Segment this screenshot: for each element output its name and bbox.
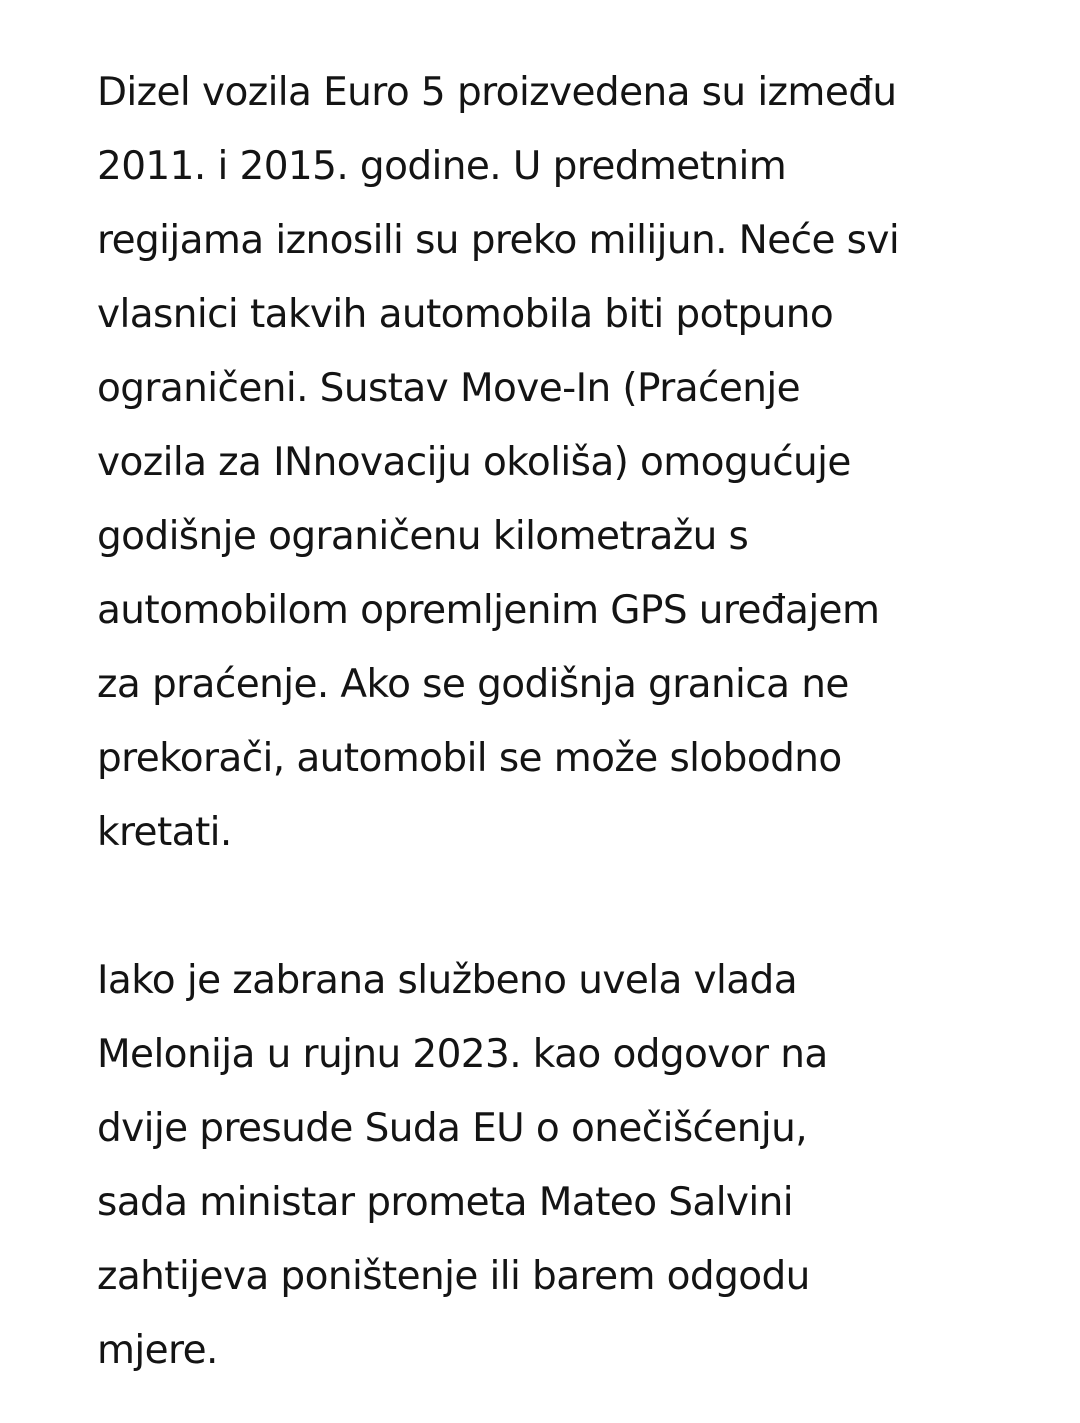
paragraph-line: Iako je zabrana službeno uvela vlada — [97, 958, 798, 1003]
paragraph-line: za praćenje. Ako se godišnja granica ne — [97, 662, 849, 707]
article-paragraph-1 — [97, 56, 997, 870]
paragraph-line: kretati. — [97, 810, 232, 855]
article-paragraph-2 — [97, 944, 997, 1388]
paragraph-line: sada ministar prometa Mateo Salvini — [97, 1180, 794, 1225]
paragraph-line: mjere. — [97, 1328, 218, 1373]
paragraph-line: prekorači, automobil se može slobodno — [97, 736, 842, 781]
paragraph-line: regijama iznosili su preko milijun. Neće svi — [97, 218, 900, 263]
paragraph-line: vlasnici takvih automobila biti potpuno — [97, 292, 834, 337]
paragraph-line: Dizel vozila Euro 5 proizvedena su između — [97, 70, 897, 115]
paragraph-line: ograničeni. Sustav Move-In (Praćenje — [97, 366, 800, 411]
article-body — [97, 56, 997, 1388]
paragraph-line: godišnje ograničenu kilometražu s — [97, 514, 749, 559]
paragraph-line: dvije presude Suda EU o onečišćenju, — [97, 1106, 808, 1151]
paragraph-line: zahtijeva poništenje ili barem odgodu — [97, 1254, 810, 1299]
paragraph-line: 2011. i 2015. godine. U predmetnim — [97, 144, 787, 189]
paragraph-line: automobilom opremljenim GPS uređajem — [97, 588, 880, 633]
paragraph-line: Melonija u rujnu 2023. kao odgovor na — [97, 1032, 828, 1077]
paragraph-line: vozila za INnovaciju okoliša) omogućuje — [97, 440, 851, 485]
